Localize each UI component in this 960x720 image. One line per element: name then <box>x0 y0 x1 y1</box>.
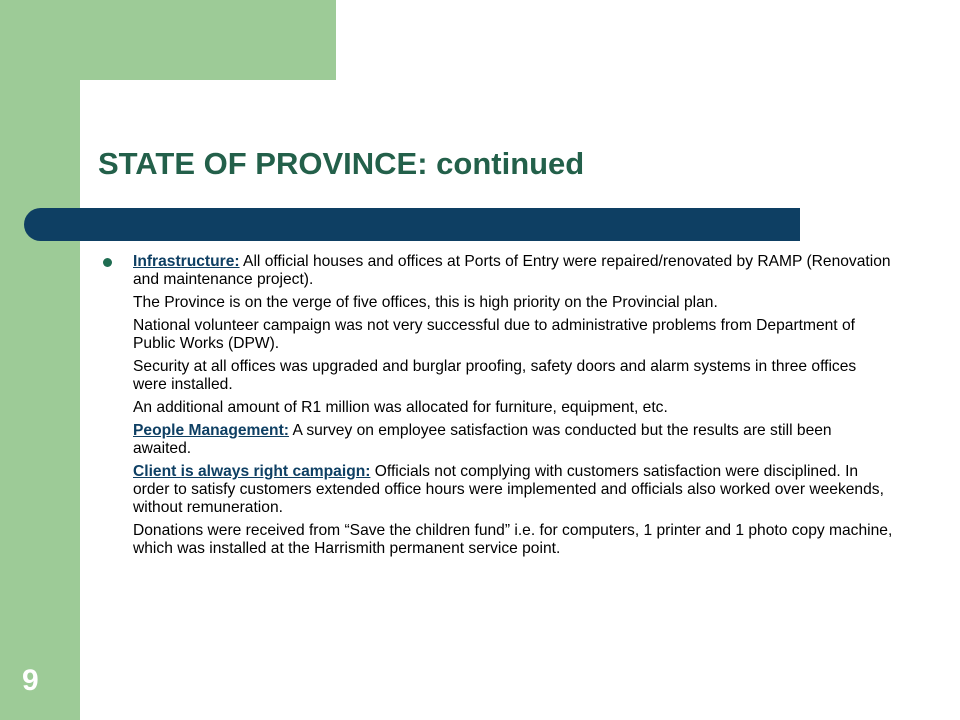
title-underline-bar <box>24 208 800 241</box>
paragraph-text: Security at all offices was upgraded and burglar proofing, safety doors and alarm systems in three offices were installed. <box>133 358 857 393</box>
bullet-dot-icon <box>103 258 112 267</box>
paragraph <box>133 399 893 417</box>
slide-title: STATE OF PROVINCE: continued <box>98 146 585 181</box>
paragraph-text: The Province is on the verge of five offices, this is high priority on the Provincial plan. <box>133 294 718 311</box>
corner-curve <box>80 80 142 142</box>
paragraph <box>133 294 893 312</box>
paragraph <box>133 522 893 558</box>
paragraph-text: National volunteer campaign was not very successful due to administrative problems from Department of Public Works (DPW). <box>133 317 855 352</box>
paragraph <box>133 463 893 517</box>
page-number: 9 <box>22 664 39 697</box>
paragraph <box>133 317 893 353</box>
paragraph-lead: Client is always right campaign: <box>133 463 371 480</box>
slide-content <box>133 253 893 563</box>
paragraph-text: Donations were received from “Save the children fund” i.e. for computers, 1 printer and 1 photo copy machine, which was installed at the Harrismith permanent service point. <box>133 522 893 557</box>
paragraph-text: Officials not complying with customers satisfaction were disciplined. In order to satisfy customers extended office hours were implemented and officials also worked over weekends, without remuneration. <box>133 463 884 516</box>
top-band <box>80 0 336 80</box>
paragraph-text: All official houses and offices at Ports of Entry were repaired/renovated by RAMP (Renovation and maintenance project). <box>133 253 891 288</box>
paragraph-text: An additional amount of R1 million was allocated for furniture, equipment, etc. <box>133 399 668 416</box>
bullet-paragraph <box>133 253 893 289</box>
paragraph-lead: Infrastructure: <box>133 253 240 270</box>
paragraph-lead: People Management: <box>133 422 289 439</box>
paragraph <box>133 358 893 394</box>
paragraph <box>133 422 893 458</box>
paragraph-text: A survey on employee satisfaction was conducted but the results are still been awaited. <box>133 422 832 457</box>
side-band <box>0 0 80 720</box>
